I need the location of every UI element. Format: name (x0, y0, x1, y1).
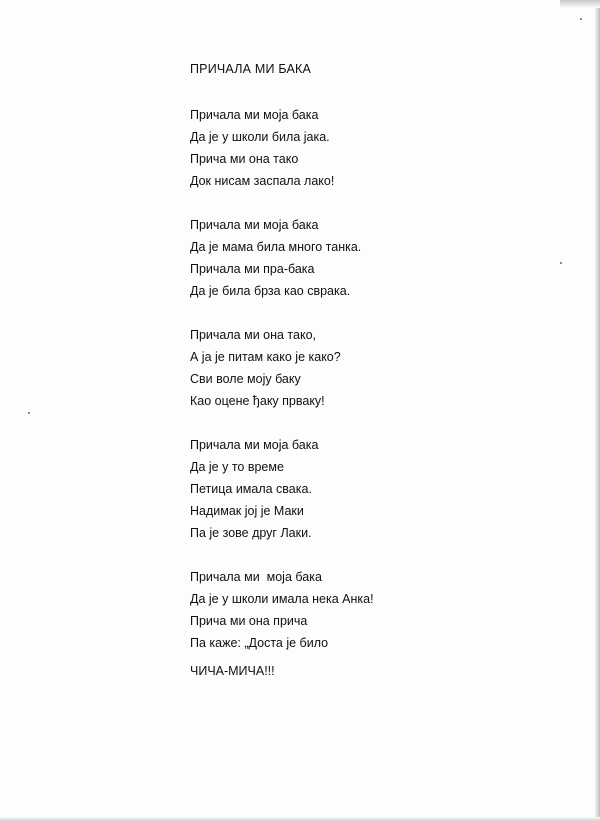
poem-body (190, 104, 510, 664)
stanza (190, 566, 510, 654)
poem-line: Причала ми моја бака (190, 570, 322, 584)
poem-line: Причала ми моја бака (190, 218, 319, 232)
poem-line: Прича ми она прича (190, 614, 308, 628)
poem-line: Надимак јој је Маки (190, 504, 304, 518)
poem-line: Па је зове друг Лаки. (190, 526, 312, 540)
poem-line: Да је у школи била јака. (190, 130, 330, 144)
scan-edge-bottom (0, 817, 600, 821)
scan-speck (560, 262, 562, 264)
poem-line: Па каже: „Доста је било (190, 636, 329, 650)
poem-line: А ја је питам како је како? (190, 350, 341, 364)
poem-title: ПРИЧАЛА МИ БАКА (190, 62, 312, 76)
poem-line: Прича ми она тако (190, 152, 299, 166)
poem-line: Да је у школи имала нека Анка! (190, 592, 374, 606)
stanza (190, 434, 510, 544)
poem-line: Петица имала свака. (190, 482, 312, 496)
stanza (190, 104, 510, 192)
poem-line: Причала ми моја бака (190, 108, 319, 122)
scan-edge-right (595, 0, 600, 821)
stanza (190, 214, 510, 302)
poem-line: Причала ми она тако, (190, 328, 317, 342)
poem-line: Да је била брза као сврака. (190, 284, 351, 298)
poem-line: Да је у то време (190, 460, 284, 474)
scan-speck (28, 412, 30, 414)
poem-closing-line: ЧИЧА-МИЧА!!! (190, 664, 275, 678)
poem-line: Да је мама била много танка. (190, 240, 362, 254)
poem-line: Причала ми моја бака (190, 438, 319, 452)
poem-line: Као оцене ђаку прваку! (190, 394, 325, 408)
scan-edge-top (560, 0, 600, 8)
poem-line: Док нисам заспала лако! (190, 174, 335, 188)
poem-line: Причала ми пра-бака (190, 262, 315, 276)
poem-line: Сви воле моју баку (190, 372, 301, 386)
scan-speck (580, 18, 582, 20)
stanza (190, 324, 510, 412)
